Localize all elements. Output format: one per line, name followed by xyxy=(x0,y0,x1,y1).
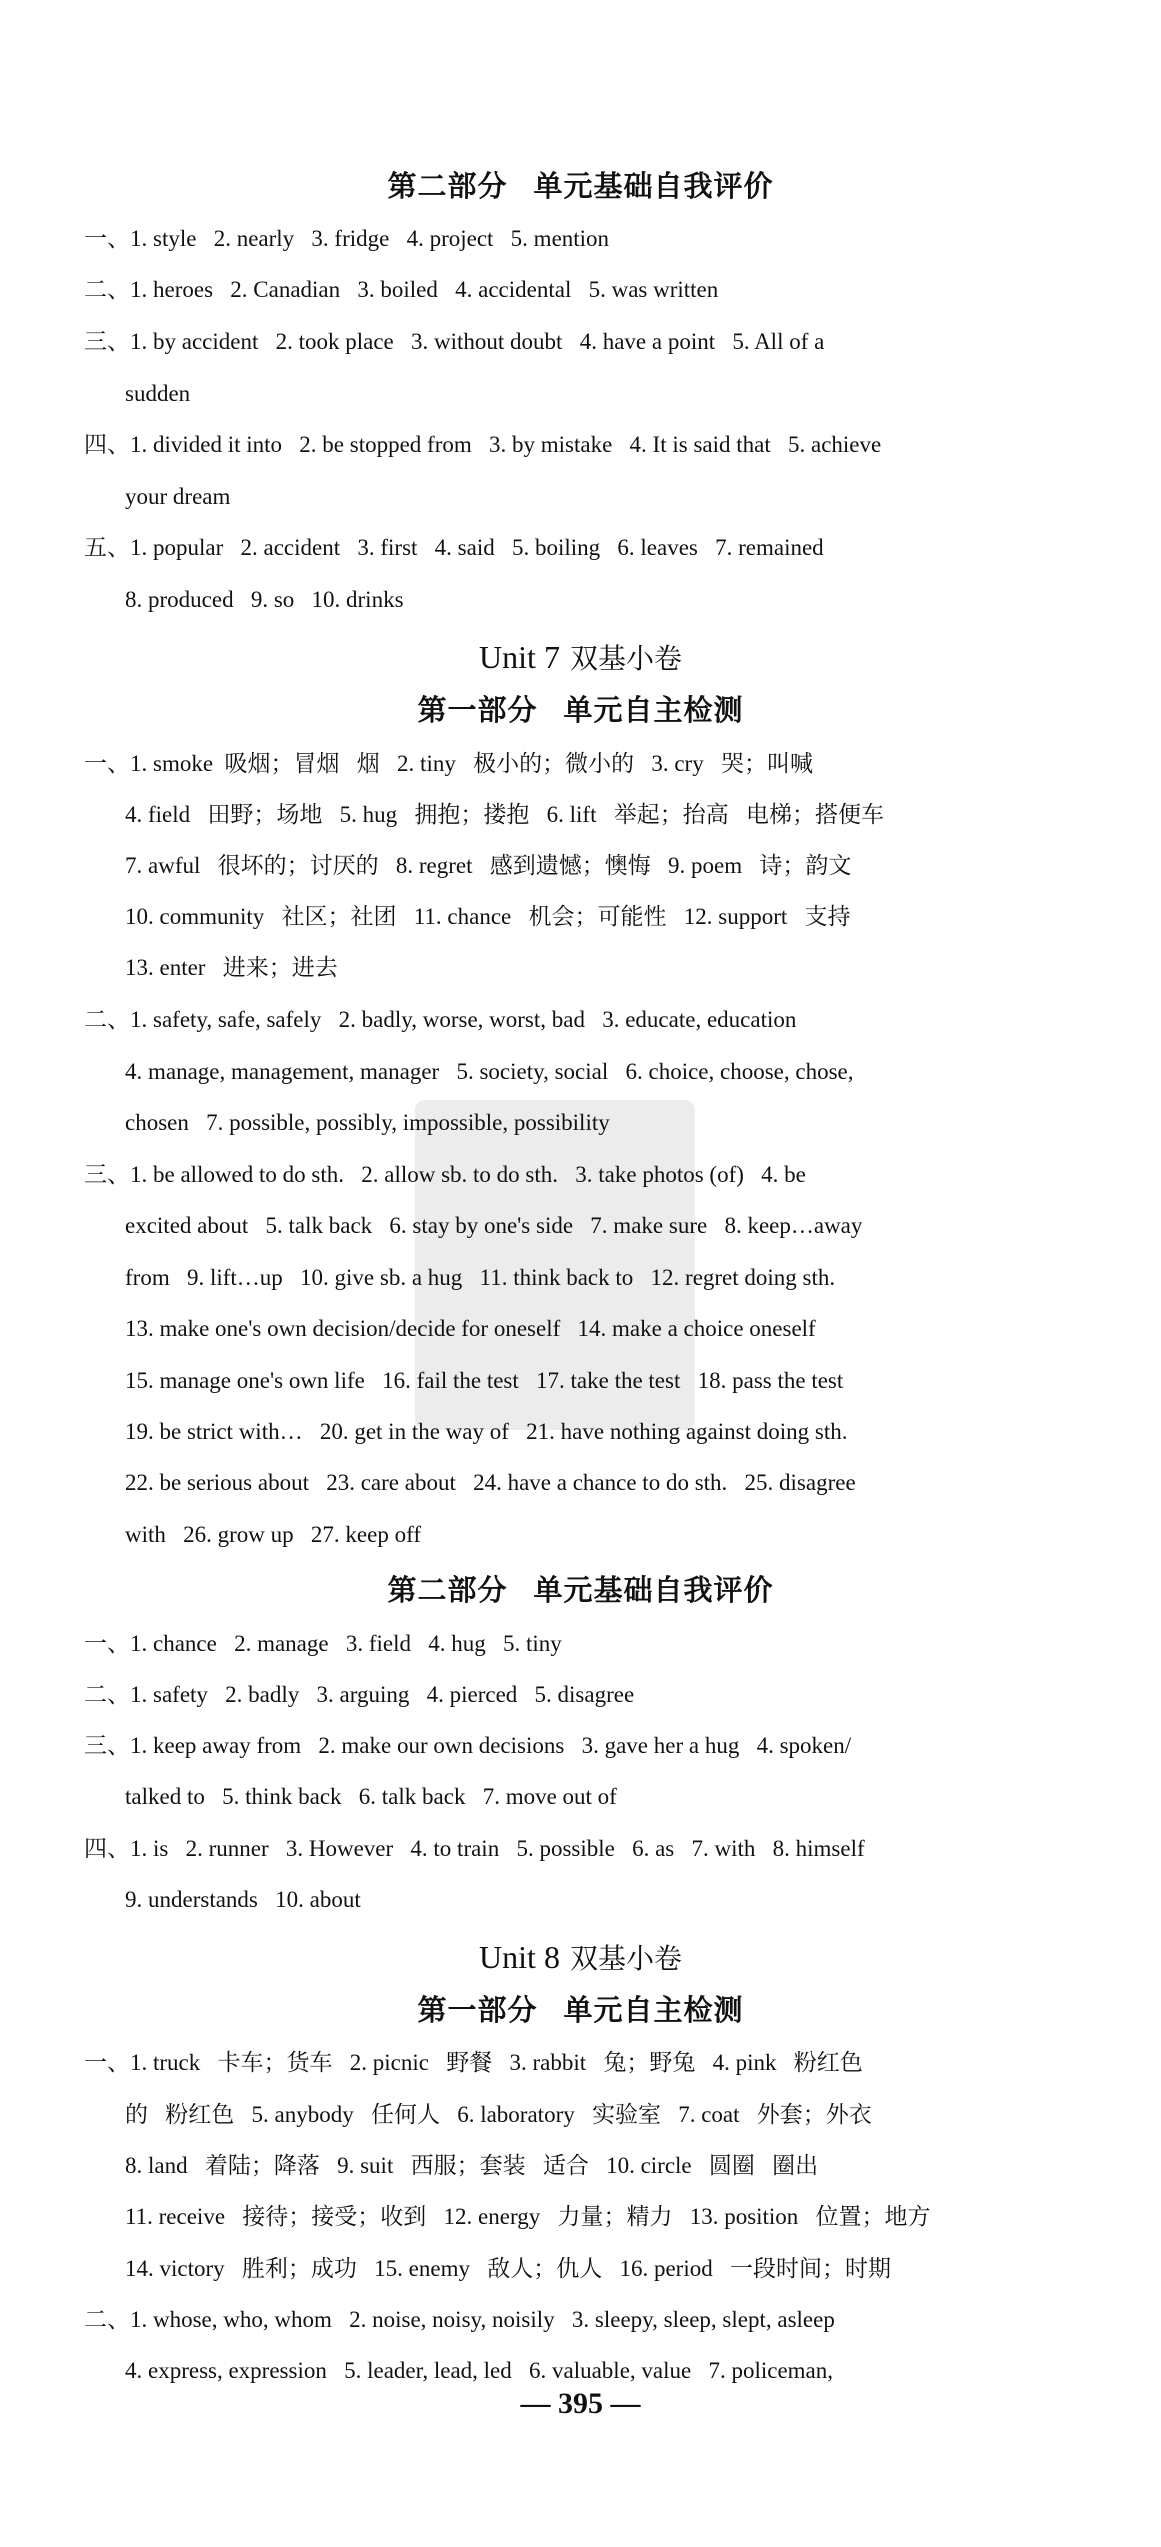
answer-line: 二、1. whose, who, whom 2. noise, noisy, noisily 3. sleepy, sleep, slept, asleep xyxy=(84,2307,835,2332)
section-heading xyxy=(0,168,1161,204)
answer-line-continued: 9. understands 10. about xyxy=(125,1887,361,1912)
unit-number: Unit 7 xyxy=(479,639,560,675)
unit-title xyxy=(0,1937,1161,1979)
answer-line-continued: 的 粉红色 5. anybody 任何人 6. laboratory 实验室 7. coat 外套；外衣 xyxy=(125,2102,872,2127)
answer-line-continued: 10. community 社区；社团 11. chance 机会；可能性 12. support 支持 xyxy=(125,904,851,929)
answer-line-continued: 14. victory 胜利；成功 15. enemy 敌人；仇人 16. period 一段时间；时期 xyxy=(125,2256,891,2281)
answer-line: 一、1. style 2. nearly 3. fridge 4. project 5. mention xyxy=(84,226,610,251)
answer-line-continued: 11. receive 接待；接受；收到 12. energy 力量；精力 13. position 位置；地方 xyxy=(125,2204,931,2229)
answer-line-continued: 22. be serious about 23. care about 24. have a chance to do sth. 25. disagree xyxy=(125,1470,856,1495)
answer-line-continued: excited about 5. talk back 6. stay by one's side 7. make sure 8. keep…away xyxy=(125,1213,863,1238)
answer-line-continued: talked to 5. think back 6. talk back 7. move out of xyxy=(125,1784,617,1809)
answer-line: 二、1. safety 2. badly 3. arguing 4. pierced 5. disagree xyxy=(84,1682,635,1707)
unit-title xyxy=(0,637,1161,679)
answer-line: 三、1. keep away from 2. make our own decisions 3. gave her a hug 4. spoken/ xyxy=(84,1733,852,1758)
answer-line: 一、1. smoke 吸烟；冒烟 烟 2. tiny 极小的；微小的 3. cry 哭；叫喊 xyxy=(84,751,813,776)
answer-line-continued: 4. manage, management, manager 5. society, social 6. choice, choose, chose, xyxy=(125,1059,854,1084)
unit-number: Unit 8 xyxy=(479,1939,560,1975)
answer-line-continued: chosen 7. possible, possibly, impossible, possibility xyxy=(125,1110,610,1135)
section-heading-title: 单元自主检测 xyxy=(563,693,744,727)
answer-line-continued: from 9. lift…up 10. give sb. a hug 11. think back to 12. regret doing sth. xyxy=(125,1265,836,1290)
section-heading-title: 单元自主检测 xyxy=(563,1993,744,2027)
section-heading xyxy=(0,1572,1161,1608)
answer-line-continued: 15. manage one's own life 16. fail the test 17. take the test 18. pass the test xyxy=(125,1368,844,1393)
section-heading-part: 第一部分 xyxy=(417,693,538,727)
page-number: — 395 — xyxy=(520,2387,641,2420)
section-heading xyxy=(0,692,1161,728)
answer-line: 五、1. popular 2. accident 3. first 4. said 5. boiling 6. leaves 7. remained xyxy=(84,535,824,560)
unit-subtitle: 双基小卷 xyxy=(569,1942,682,1975)
answer-line: 一、1. chance 2. manage 3. field 4. hug 5. tiny xyxy=(84,1631,562,1656)
answer-line-continued: your dream xyxy=(125,484,231,509)
answer-line: 三、1. be allowed to do sth. 2. allow sb. to do sth. 3. take photos (of) 4. be xyxy=(84,1162,806,1187)
answer-line: 四、1. divided it into 2. be stopped from 3. by mistake 4. It is said that 5. achieve xyxy=(84,432,882,457)
unit-subtitle: 双基小卷 xyxy=(569,642,682,675)
section-heading-part: 第二部分 xyxy=(387,1573,508,1607)
section-heading-title: 单元基础自我评价 xyxy=(533,1573,774,1607)
answer-line: 二、1. heroes 2. Canadian 3. boiled 4. accidental 5. was written xyxy=(84,277,719,302)
answer-line: 一、1. truck 卡车；货车 2. picnic 野餐 3. rabbit 兔；野兔 4. pink 粉红色 xyxy=(84,2050,863,2075)
answer-line-continued: sudden xyxy=(125,381,191,406)
section-heading-part: 第一部分 xyxy=(417,1993,538,2027)
answer-line-continued: 8. produced 9. so 10. drinks xyxy=(125,587,404,612)
answer-line-continued: 13. enter 进来；进去 xyxy=(125,955,338,980)
answer-line: 四、1. is 2. runner 3. However 4. to train 5. possible 6. as 7. with 8. himself xyxy=(84,1836,865,1861)
answer-line-continued: 4. express, expression 5. leader, lead, led 6. valuable, value 7. policeman, xyxy=(125,2358,834,2383)
answer-line-continued: with 26. grow up 27. keep off xyxy=(125,1522,421,1547)
answer-line-continued: 7. awful 很坏的；讨厌的 8. regret 感到遗憾；懊悔 9. poem 诗；韵文 xyxy=(125,853,852,878)
section-heading xyxy=(0,1992,1161,2028)
section-heading-part: 第二部分 xyxy=(387,169,508,203)
answer-line-continued: 4. field 田野；场地 5. hug 拥抱；搂抱 6. lift 举起；抬高 电梯；搭便车 xyxy=(125,802,884,827)
answer-line-continued: 13. make one's own decision/decide for oneself 14. make a choice oneself xyxy=(125,1316,816,1341)
answer-line: 二、1. safety, safe, safely 2. badly, worse, worst, bad 3. educate, education xyxy=(84,1007,797,1032)
section-heading-title: 单元基础自我评价 xyxy=(533,169,774,203)
answer-line-continued: 19. be strict with… 20. get in the way of 21. have nothing against doing sth. xyxy=(125,1419,848,1444)
answer-line: 三、1. by accident 2. took place 3. without doubt 4. have a point 5. All of a xyxy=(84,329,825,354)
answer-line-continued: 8. land 着陆；降落 9. suit 西服；套装 适合 10. circle 圆圈 圈出 xyxy=(125,2153,819,2178)
